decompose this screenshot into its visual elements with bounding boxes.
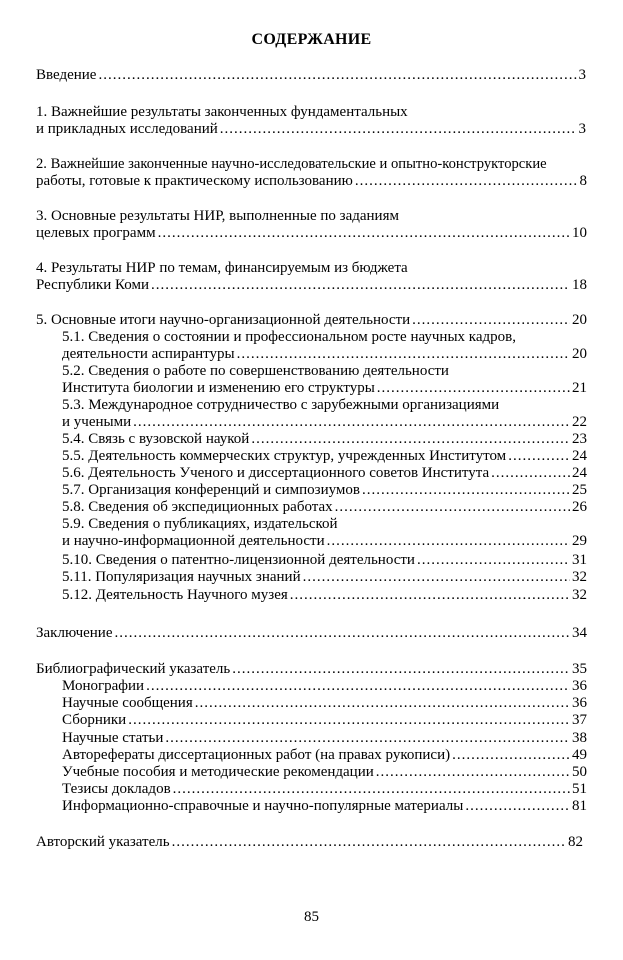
dot-leader [172, 834, 566, 851]
toc-entry-title: Республики Коми [36, 277, 149, 293]
toc-entry-page: 32 [572, 587, 587, 603]
toc-entry-author-index[interactable] [36, 834, 583, 851]
dot-leader [146, 678, 570, 695]
toc-entry-page: 18 [572, 277, 587, 293]
toc-entry-5-3[interactable] [62, 414, 587, 431]
toc-entry-title: Монографии [62, 678, 145, 694]
toc-entry-s4-line1: 4. Результаты НИР по темам, финансируемым из бюджета [36, 260, 408, 276]
toc-entry-biblio-item[interactable] [62, 798, 587, 815]
page-number: 85 [304, 909, 319, 925]
toc-entry-title: 5.4. Связь с вузовской наукой [62, 431, 250, 447]
toc-entry-page: 50 [572, 764, 587, 780]
toc-entry-page: 36 [572, 678, 587, 694]
page-title: СОДЕРЖАНИЕ [251, 31, 372, 48]
toc-entry-title: целевых программ [36, 225, 156, 241]
dot-leader [465, 798, 570, 815]
toc-entry-title: 5.10. Сведения о патентно-лицензионной деятельности [62, 552, 415, 568]
toc-entry-biblio-item[interactable] [62, 695, 587, 712]
toc-entry-title: и научно-информационной деятельности [62, 533, 325, 549]
dot-leader [355, 173, 578, 190]
toc-entry-page: 38 [572, 730, 587, 746]
toc-entry-page: 37 [572, 712, 587, 728]
dot-leader [327, 533, 570, 550]
dot-leader [173, 781, 570, 798]
dot-leader [165, 730, 570, 747]
toc-entry-title: 5.12. Деятельность Научного музея [62, 587, 288, 603]
toc-entry-page: 24 [572, 448, 587, 464]
toc-entry-title: работы, готовые к практическому использованию [36, 173, 353, 189]
dot-leader [508, 448, 570, 465]
toc-entry-5-2-line1: 5.2. Сведения о работе по совершенствованию деятельности [62, 363, 449, 379]
dot-leader [452, 747, 570, 764]
toc-entry-title: Введение [36, 67, 97, 83]
toc-entry-title: Библиографический указатель [36, 661, 231, 677]
dot-leader [158, 225, 570, 242]
toc-entry-5-12[interactable] [62, 587, 587, 604]
toc-entry-5-1-line1: 5.1. Сведения о состоянии и профессиональном росте научных кадров, [62, 329, 516, 345]
toc-entry-s1-line1: 1. Важнейшие результаты законченных фундаментальных [36, 104, 408, 120]
toc-entry-biblio-item[interactable] [62, 678, 587, 695]
dot-leader [376, 764, 570, 781]
dot-leader [377, 380, 570, 397]
dot-leader [290, 587, 570, 604]
toc-entry-5-9-line1: 5.9. Сведения о публикациях, издательской [62, 516, 338, 532]
toc-entry-s2-line1: 2. Важнейшие законченные научно-исследовательские и опытно-конструкторские [36, 156, 547, 172]
dot-leader [232, 661, 570, 678]
dot-leader [237, 346, 570, 363]
toc-entry-page: 8 [579, 173, 587, 189]
toc-entry-page: 34 [572, 625, 587, 641]
toc-entry-page: 24 [572, 465, 587, 481]
toc-entry-title: Научные сообщения [62, 695, 193, 711]
toc-entry-5-5[interactable] [62, 448, 587, 465]
toc-entry-5-3-line1: 5.3. Международное сотрудничество с зарубежными организациями [62, 397, 500, 413]
toc-entry-page: 29 [572, 533, 587, 549]
toc-entry-title: 5.8. Сведения об экспедиционных работах [62, 499, 333, 515]
dot-leader [195, 695, 570, 712]
dot-leader [412, 312, 570, 329]
toc-entry-5-8[interactable] [62, 499, 587, 516]
toc-entry-5-9[interactable] [62, 533, 587, 550]
dot-leader [417, 552, 570, 569]
dot-leader [220, 121, 577, 138]
dot-leader [128, 712, 570, 729]
dot-leader [98, 67, 576, 84]
dot-leader [362, 482, 570, 499]
toc-entry-page: 36 [572, 695, 587, 711]
toc-entry-title: и учеными [62, 414, 132, 430]
toc-entry-title: Сборники [62, 712, 127, 728]
toc-entry-page: 32 [572, 569, 587, 585]
toc-entry-page: 3 [578, 121, 586, 137]
dot-leader [335, 499, 570, 516]
toc-entry-page: 49 [572, 747, 587, 763]
toc-entry-5-11[interactable] [62, 569, 587, 586]
toc-entry-title: Института биологии и изменению его структуры [62, 380, 375, 396]
toc-entry-5-2[interactable] [62, 380, 587, 397]
toc-entry-s1[interactable] [36, 121, 586, 138]
toc-entry-s5[interactable] [36, 312, 587, 329]
toc-entry-page: 23 [572, 431, 587, 447]
toc-entry-page: 20 [572, 312, 587, 328]
toc-entry-biblio-item[interactable] [62, 747, 587, 764]
dot-leader [151, 277, 570, 294]
dot-leader [491, 465, 570, 482]
toc-entry-conclusion[interactable] [36, 625, 587, 642]
toc-entry-intro[interactable] [36, 67, 586, 84]
toc-entry-5-7[interactable] [62, 482, 587, 499]
toc-entry-title: и прикладных исследований [36, 121, 218, 137]
toc-entry-page: 82 [568, 834, 583, 850]
toc-entry-5-6[interactable] [62, 465, 587, 482]
toc-entry-title: Научные статьи [62, 730, 164, 746]
dot-leader [115, 625, 571, 642]
toc-entry-title: 5.6. Деятельность Ученого и диссертационного советов Института [62, 465, 490, 481]
toc-entry-s3[interactable] [36, 225, 587, 242]
toc-entry-s4[interactable] [36, 277, 587, 294]
toc-entry-s2[interactable] [36, 173, 587, 190]
toc-entry-page: 26 [572, 499, 587, 515]
toc-entry-title: Авторский указатель [36, 834, 170, 850]
toc-entry-5-10[interactable] [62, 552, 587, 569]
toc-entry-title: Учебные пособия и методические рекомендации [62, 764, 374, 780]
dot-leader [251, 431, 570, 448]
toc-entry-page: 20 [572, 346, 587, 362]
toc-entry-page: 10 [572, 225, 587, 241]
toc-entry-biblio-item[interactable] [62, 764, 587, 781]
toc-entry-title: 5.5. Деятельность коммерческих структур, учрежденных Институтом [62, 448, 507, 464]
toc-entry-5-4[interactable] [62, 431, 587, 448]
dot-leader [303, 569, 570, 586]
toc-entry-title: 5.7. Организация конференций и симпозиумов [62, 482, 360, 498]
toc-entry-page: 31 [572, 552, 587, 568]
toc-entry-page: 22 [572, 414, 587, 430]
toc-entry-page: 81 [572, 798, 587, 814]
toc-entry-title: Заключение [36, 625, 113, 641]
toc-entry-page: 51 [572, 781, 587, 797]
toc-entry-s3-line1: 3. Основные результаты НИР, выполненные по заданиям [36, 208, 399, 224]
toc-entry-biblio-item[interactable] [62, 730, 587, 747]
toc-entry-5-1[interactable] [62, 346, 587, 363]
toc-entry-title: Авторефераты диссертационных работ (на правах рукописи) [62, 747, 451, 763]
toc-entry-bibliography[interactable] [36, 661, 587, 678]
toc-entry-biblio-item[interactable] [62, 781, 587, 798]
dot-leader [133, 414, 570, 431]
toc-entry-title: деятельности аспирантуры [62, 346, 235, 362]
toc-entry-title: 5. Основные итоги научно-организационной деятельности [36, 312, 411, 328]
toc-entry-title: Тезисы докладов [62, 781, 171, 797]
toc-entry-page: 35 [572, 661, 587, 677]
toc-entry-biblio-item[interactable] [62, 712, 587, 729]
toc-entry-title: Информационно-справочные и научно-популярные материалы [62, 798, 464, 814]
toc-entry-page: 21 [572, 380, 587, 396]
toc-entry-page: 3 [578, 67, 586, 83]
toc-entry-title: 5.11. Популяризация научных знаний [62, 569, 301, 585]
toc-entry-page: 25 [572, 482, 587, 498]
